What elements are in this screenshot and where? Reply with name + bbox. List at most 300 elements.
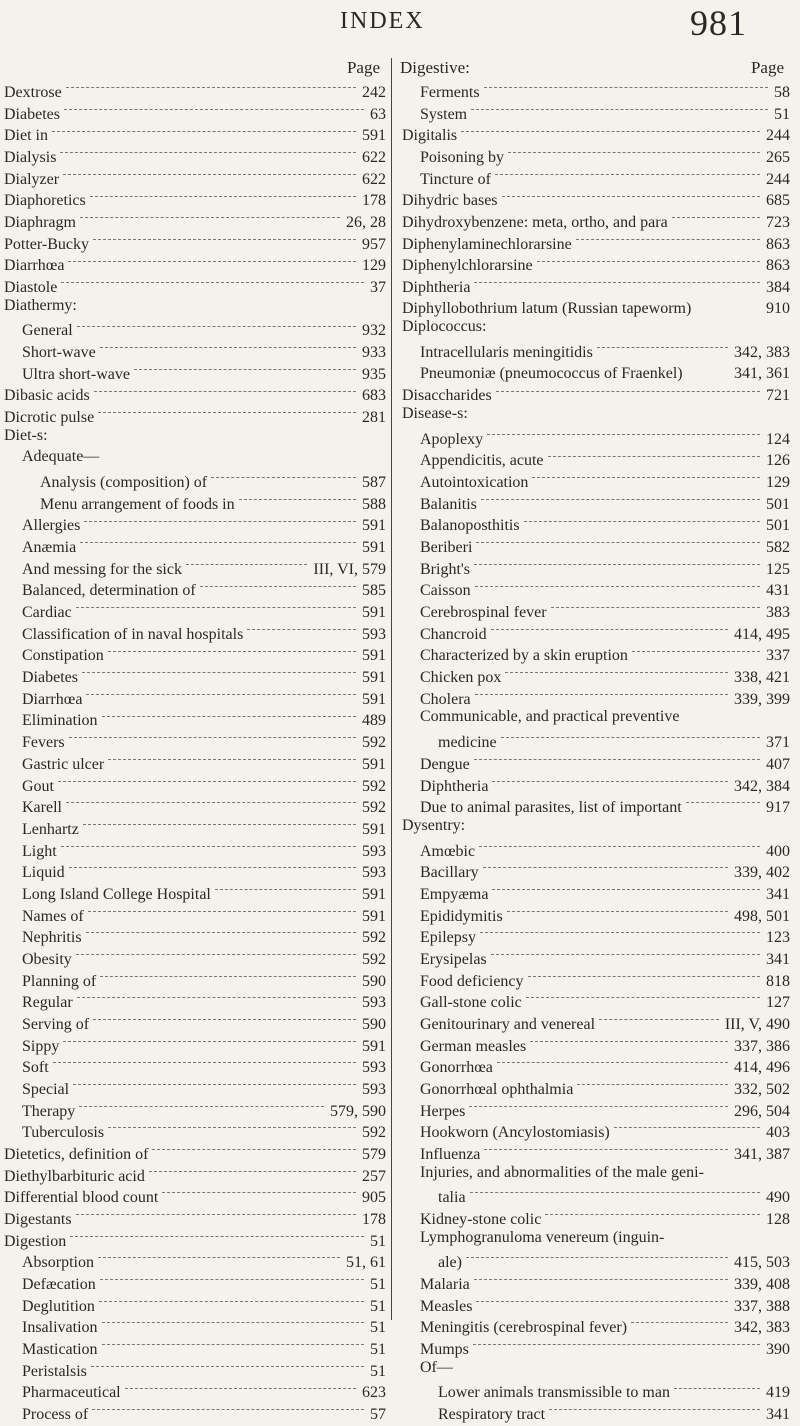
- dot-leader: [491, 954, 760, 971]
- index-entry: [0, 795, 386, 817]
- page-reference: 932: [362, 322, 386, 340]
- page-reference: 342, 383: [734, 344, 790, 362]
- column-header-left: [0, 58, 386, 80]
- index-term: Ferments: [420, 84, 480, 101]
- index-entry: [0, 167, 386, 189]
- index-entry: [398, 513, 790, 535]
- page-reference: 51: [370, 1362, 386, 1380]
- index-entry: [398, 752, 790, 774]
- dot-leader: [99, 1301, 364, 1318]
- index-term: Communicable, and practical preventive: [420, 708, 680, 726]
- index-entry: [0, 1185, 386, 1207]
- index-entry: [0, 383, 386, 405]
- dot-leader: [577, 1084, 728, 1101]
- page-reference: 339, 399: [734, 690, 790, 708]
- index-entry: [0, 1120, 386, 1142]
- index-term: Lenhartz: [22, 820, 79, 838]
- index-term: Balanitis: [420, 495, 477, 513]
- page-reference: 590: [362, 972, 386, 990]
- index-entry: [0, 1164, 386, 1186]
- index-entry: [398, 708, 790, 730]
- index-entry: [398, 145, 790, 167]
- index-entry: [0, 1229, 386, 1251]
- dot-leader: [474, 282, 760, 299]
- page-reference: 26, 28: [346, 214, 386, 232]
- index-term: Diet in: [4, 127, 48, 145]
- dot-leader: [100, 1279, 364, 1296]
- index-term: Lower animals transmissible to man: [438, 1384, 670, 1402]
- index-entry: [0, 1315, 386, 1337]
- index-entry: [0, 1250, 386, 1272]
- index-entry: [0, 513, 386, 535]
- dot-leader: [91, 1366, 364, 1383]
- dot-leader: [102, 1322, 364, 1339]
- index-term: Diaphoretics: [4, 192, 86, 210]
- index-entry: [0, 275, 386, 297]
- index-term: Long Island College Hospital: [22, 885, 211, 903]
- page-reference: 591: [362, 647, 386, 665]
- dot-leader: [492, 889, 760, 906]
- index-entry: [398, 1012, 790, 1034]
- index-entry: [398, 427, 790, 449]
- dot-leader: [474, 759, 760, 776]
- page-reference: 126: [766, 452, 790, 470]
- page-reference: 723: [766, 214, 790, 232]
- page-reference: 591: [362, 690, 386, 708]
- dot-leader: [484, 87, 768, 104]
- dot-leader: [471, 109, 768, 126]
- index-term: Characterized by a skin eruption: [420, 647, 628, 665]
- index-entry: [398, 687, 790, 709]
- index-term: Elimination: [22, 712, 98, 730]
- page-reference: 593: [362, 994, 386, 1012]
- page-reference: 178: [362, 1210, 386, 1228]
- index-term: Genitourinary and venereal: [420, 1015, 596, 1033]
- index-entry: [0, 535, 386, 557]
- page-reference: 341, 361: [734, 364, 790, 382]
- index-entry: [0, 882, 386, 904]
- dot-leader: [134, 369, 356, 386]
- index-entry: [398, 123, 790, 145]
- dot-leader: [86, 932, 356, 949]
- page-column-label: Page: [346, 58, 380, 77]
- index-entry: [0, 730, 386, 752]
- dot-leader: [481, 499, 760, 516]
- index-entry: [398, 817, 790, 839]
- page-reference: 124: [766, 430, 790, 448]
- index-entry: [398, 275, 790, 297]
- index-term: Appendicitis, acute: [420, 452, 544, 470]
- page-reference: 384: [766, 279, 790, 297]
- page-reference: 593: [362, 864, 386, 882]
- index-entry: [0, 1337, 386, 1359]
- index-term: Intracellularis meningitidis: [420, 344, 593, 362]
- index-term: Constipation: [22, 647, 104, 665]
- index-term: Names of: [22, 907, 84, 925]
- page-reference: 51: [370, 1275, 386, 1293]
- running-title: INDEX: [340, 8, 425, 34]
- index-term: Disease-s:: [402, 405, 468, 423]
- page-reference: 419: [766, 1384, 790, 1402]
- index-term: Epididymitis: [420, 907, 503, 925]
- index-term: Analysis (composition) of: [40, 474, 208, 492]
- page-reference: 591: [362, 539, 386, 557]
- page-reference: 178: [362, 192, 386, 210]
- index-term: Diplococcus:: [402, 318, 487, 336]
- dot-leader: [537, 261, 760, 278]
- column-divider: [391, 58, 392, 1320]
- index-entry: [0, 687, 386, 709]
- dot-leader: [66, 87, 356, 104]
- page-reference: 342, 384: [734, 777, 790, 795]
- page-reference: 592: [362, 950, 386, 968]
- dot-leader: [102, 1344, 364, 1361]
- index-term: Pharmaceutical: [22, 1384, 121, 1402]
- page-reference: 622: [362, 149, 386, 167]
- index-entry: [398, 1142, 790, 1164]
- index-entry: [398, 947, 790, 969]
- dot-leader: [501, 737, 760, 754]
- index-term: medicine: [438, 734, 497, 752]
- page-reference: 63: [370, 105, 386, 123]
- index-entry: [398, 1250, 790, 1272]
- index-entry: [398, 1185, 790, 1207]
- index-entry: [398, 535, 790, 557]
- index-term: Epilepsy: [420, 929, 476, 947]
- dot-leader: [80, 542, 356, 559]
- index-entry: [398, 1359, 790, 1381]
- index-term: Digestion: [4, 1232, 67, 1250]
- index-term: Food deficiency: [420, 972, 524, 990]
- index-term: Diarrhœa: [4, 257, 65, 275]
- dot-leader: [102, 716, 356, 733]
- index-term: Balanoposthitis: [420, 517, 520, 535]
- index-term: Dibasic acids: [4, 387, 90, 405]
- page-header: [0, 2, 800, 54]
- index-term: Diet-s:: [4, 426, 48, 444]
- page-reference: 591: [362, 755, 386, 773]
- index-entry: [398, 492, 790, 514]
- dot-leader: [469, 1106, 728, 1123]
- page-reference: 910: [766, 299, 790, 317]
- index-term: Poisoning by: [420, 149, 505, 167]
- index-term: Digestants: [4, 1210, 72, 1228]
- dot-leader: [80, 217, 340, 234]
- dot-leader: [548, 456, 760, 473]
- dot-leader: [93, 1019, 356, 1036]
- dot-leader: [63, 1041, 356, 1058]
- index-term: Caisson: [420, 582, 471, 600]
- index-entry: [398, 1034, 790, 1056]
- dot-leader: [125, 1388, 356, 1405]
- index-entry: [398, 340, 790, 362]
- page-reference: 957: [362, 235, 386, 253]
- page-reference: 337, 388: [734, 1297, 790, 1315]
- page-reference: 57: [370, 1405, 386, 1423]
- dot-leader: [508, 152, 760, 169]
- index-term: Measles: [420, 1297, 473, 1315]
- index-term: Dialyzer: [4, 170, 60, 188]
- page-reference: 593: [362, 1080, 386, 1098]
- index-term: System: [420, 105, 468, 123]
- column-header-right: [398, 58, 790, 80]
- dot-leader: [70, 1236, 364, 1253]
- dot-leader: [484, 1149, 728, 1166]
- index-entry: [398, 839, 790, 861]
- index-term: Dicrotic pulse: [4, 409, 95, 427]
- index-term: Classification of in naval hospitals: [22, 625, 244, 643]
- index-entry: [398, 405, 790, 427]
- page-reference: 337: [766, 647, 790, 665]
- dot-leader: [60, 152, 356, 169]
- index-entry: [398, 622, 790, 644]
- page-reference: 593: [362, 625, 386, 643]
- dot-leader: [211, 477, 356, 494]
- dot-leader: [69, 737, 356, 754]
- index-entry: [398, 1294, 790, 1316]
- dot-leader: [492, 781, 728, 798]
- dot-leader: [470, 1192, 760, 1209]
- index-term: Cerebrospinal fever: [420, 604, 547, 622]
- index-entry: [398, 210, 790, 232]
- index-entry: [398, 860, 790, 882]
- index-entry: [0, 557, 386, 579]
- index-entry: [398, 578, 790, 600]
- index-entry: [398, 383, 790, 405]
- index-term: Dialysis: [4, 149, 57, 167]
- page-reference: 591: [362, 1037, 386, 1055]
- dot-leader: [502, 196, 760, 213]
- index-entry: [0, 492, 386, 514]
- page-reference: 591: [362, 907, 386, 925]
- dot-leader: [64, 109, 364, 126]
- index-entry: [398, 470, 790, 492]
- page-reference: 935: [362, 365, 386, 383]
- dot-leader: [100, 347, 356, 364]
- page-reference: 579: [362, 1145, 386, 1163]
- page-reference: 501: [766, 517, 790, 535]
- index-entry: [0, 448, 386, 470]
- index-entry: [0, 1034, 386, 1056]
- index-entry: [398, 1337, 790, 1359]
- index-entry: [0, 1077, 386, 1099]
- page-number: 981: [690, 3, 747, 43]
- page-reference: 407: [766, 755, 790, 773]
- page-reference: 863: [766, 257, 790, 275]
- page-reference: 129: [766, 474, 790, 492]
- index-entry: [0, 1272, 386, 1294]
- page-reference: 51: [370, 1232, 386, 1250]
- dot-leader: [632, 651, 760, 668]
- dot-leader: [597, 347, 728, 364]
- page-reference: 622: [362, 170, 386, 188]
- index-entry: [398, 1120, 790, 1142]
- index-term: Ultra short-wave: [22, 365, 130, 383]
- page-reference: 51: [370, 1297, 386, 1315]
- page-reference: 623: [362, 1384, 386, 1402]
- index-entry: [398, 297, 790, 319]
- index-entry: [398, 1229, 790, 1251]
- page-reference: 588: [362, 495, 386, 513]
- page-reference: 933: [362, 344, 386, 362]
- index-entry: [398, 1380, 790, 1402]
- index-entry: [0, 969, 386, 991]
- dot-leader: [474, 1279, 728, 1296]
- index-term: Therapy: [22, 1102, 76, 1120]
- dot-leader: [94, 391, 356, 408]
- dot-leader: [474, 564, 760, 581]
- index-entry: [398, 1272, 790, 1294]
- index-entry: [0, 904, 386, 926]
- page-reference: 585: [362, 582, 386, 600]
- index-entry: [398, 167, 790, 189]
- index-entry: [0, 1402, 386, 1424]
- index-term: Mastication: [22, 1340, 98, 1358]
- index-term: Cardiac: [22, 604, 72, 622]
- dot-leader: [674, 1388, 760, 1405]
- page-reference: 582: [766, 539, 790, 557]
- index-term: Short-wave: [22, 344, 96, 362]
- index-entry: [0, 643, 386, 665]
- dot-leader: [79, 1106, 324, 1123]
- page-reference: 721: [766, 387, 790, 405]
- page-reference: 339, 402: [734, 864, 790, 882]
- page-reference: 501: [766, 495, 790, 513]
- index-term: Nephritis: [22, 929, 82, 947]
- dot-leader: [532, 477, 760, 494]
- page-reference: 332, 502: [734, 1080, 790, 1098]
- index-term: General: [22, 322, 73, 340]
- page-reference: 587: [362, 474, 386, 492]
- index-term: Lymphogranuloma venereum (inguin-: [420, 1228, 665, 1246]
- index-entry: [0, 253, 386, 275]
- index-entry: [0, 1207, 386, 1229]
- page-reference: 579, 590: [330, 1102, 386, 1120]
- index-term: Allergies: [22, 517, 81, 535]
- dot-leader: [524, 521, 760, 538]
- page-reference: 863: [766, 235, 790, 253]
- dot-leader: [551, 607, 760, 624]
- index-entry: [0, 578, 386, 600]
- page-reference: 917: [766, 799, 790, 817]
- index-term: Gastric ulcer: [22, 755, 105, 773]
- index-term: Special: [22, 1080, 70, 1098]
- dot-leader: [88, 911, 356, 928]
- index-term: Of—: [420, 1358, 453, 1376]
- index-term: Balanced, determination of: [22, 582, 196, 600]
- dot-leader: [505, 672, 728, 689]
- index-entry: [0, 427, 386, 449]
- section-head-term: Digestive:: [400, 58, 470, 77]
- index-term: Chicken pox: [420, 669, 502, 687]
- index-entry: [0, 665, 386, 687]
- page-reference: 592: [362, 929, 386, 947]
- index-list-right: [398, 80, 790, 1424]
- index-entry: [398, 600, 790, 622]
- page-reference: 591: [362, 604, 386, 622]
- page-reference: 37: [370, 279, 386, 297]
- dot-leader: [687, 369, 728, 385]
- page-reference: 383: [766, 604, 790, 622]
- dot-leader: [98, 412, 356, 429]
- page-reference: 414, 496: [734, 1059, 790, 1077]
- page-reference: 341: [766, 950, 790, 968]
- dot-leader: [53, 1062, 356, 1079]
- page-reference: 592: [362, 777, 386, 795]
- index-term: Empyæma: [420, 885, 489, 903]
- page-reference: 123: [766, 929, 790, 947]
- page-column-label: Page: [750, 58, 784, 77]
- page-reference: 683: [362, 387, 386, 405]
- index-entry: [398, 1077, 790, 1099]
- index-term: Malaria: [420, 1275, 470, 1293]
- page-reference: 337, 386: [734, 1037, 790, 1055]
- index-term: Dysentry:: [402, 816, 466, 834]
- index-term: Erysipelas: [420, 950, 487, 968]
- index-entry: [398, 1315, 790, 1337]
- page-reference: 342, 383: [734, 1319, 790, 1337]
- index-entry: [398, 1055, 790, 1077]
- dot-leader: [93, 239, 356, 256]
- dot-leader: [76, 954, 356, 971]
- index-entry: [0, 1359, 386, 1381]
- index-entry: [398, 1164, 790, 1186]
- index-term: Diathermy:: [4, 296, 77, 314]
- dot-leader: [475, 694, 728, 711]
- index-entry: [0, 1055, 386, 1077]
- index-entry: [0, 1380, 386, 1402]
- dot-leader: [526, 997, 760, 1014]
- index-term: Obesity: [22, 950, 72, 968]
- dot-leader: [247, 629, 356, 646]
- index-term: Diphtheria: [420, 777, 489, 795]
- index-term: ale): [438, 1254, 462, 1272]
- index-term: Cholera: [420, 690, 471, 708]
- index-entry: [398, 904, 790, 926]
- index-term: Bright's: [420, 560, 470, 578]
- index-entry: [0, 210, 386, 232]
- index-entry: [0, 102, 386, 124]
- dot-leader: [162, 1192, 356, 1209]
- index-term: Peristalsis: [22, 1362, 87, 1380]
- index-term: Liquid: [22, 864, 65, 882]
- dot-leader: [476, 542, 760, 559]
- index-term: Tuberculosis: [22, 1124, 105, 1142]
- index-term: Digitalis: [402, 127, 458, 145]
- index-term: Diabetes: [22, 669, 78, 687]
- dot-leader: [672, 217, 760, 234]
- index-entry: [398, 665, 790, 687]
- index-entry: [0, 362, 386, 384]
- page-reference: 244: [766, 127, 790, 145]
- page-reference: 296, 504: [734, 1102, 790, 1120]
- page-reference: 414, 495: [734, 625, 790, 643]
- dot-leader: [475, 586, 760, 603]
- index-entry: [0, 752, 386, 774]
- dot-leader: [495, 174, 760, 191]
- page-reference: 125: [766, 560, 790, 578]
- page-reference: 265: [766, 149, 790, 167]
- index-entry: [0, 297, 386, 319]
- page-reference: 593: [362, 1059, 386, 1077]
- index-term: Light: [22, 842, 57, 860]
- dot-leader: [186, 564, 307, 581]
- dot-leader: [239, 499, 356, 516]
- index-term: Chancroid: [420, 625, 487, 643]
- page-reference: 51, 61: [346, 1254, 386, 1272]
- page-reference: 591: [362, 127, 386, 145]
- index-term: Pneumoniæ (pneumococcus of Fraenkel): [420, 364, 683, 382]
